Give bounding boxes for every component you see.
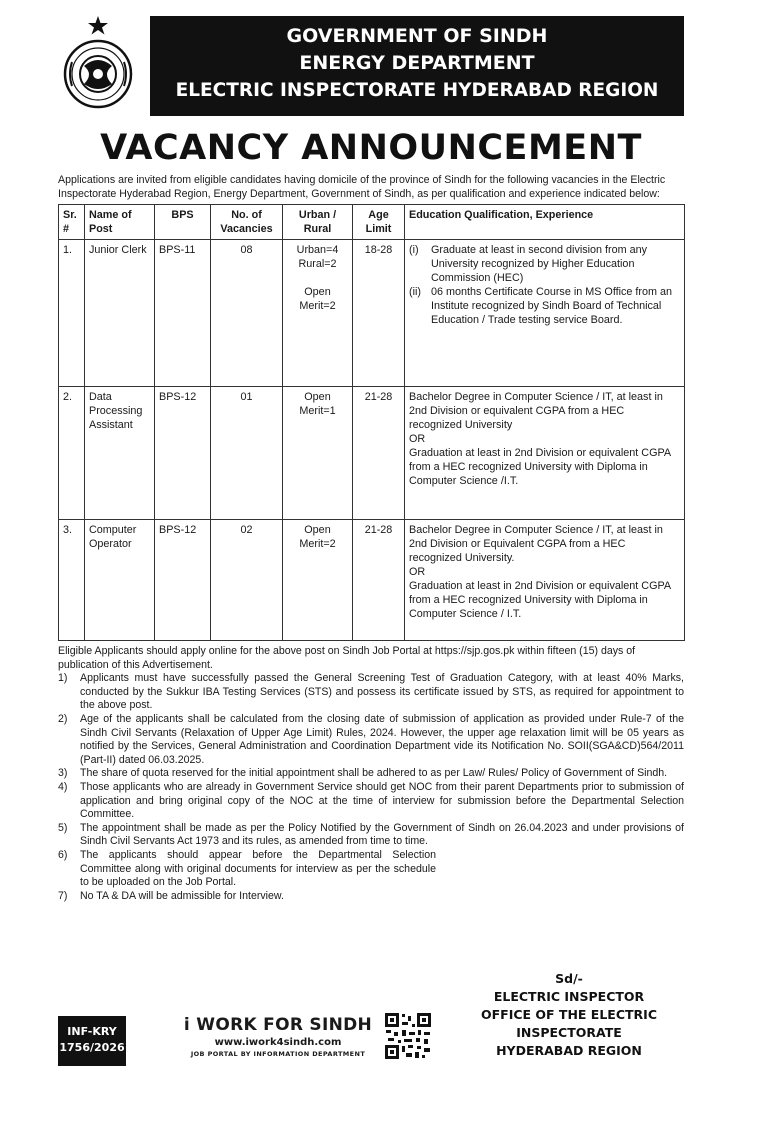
vacancy-table — [58, 204, 685, 641]
header-sr: Sr. # — [59, 205, 85, 240]
qualification-text: Bachelor Degree in Computer Science / IT, at least in 2nd Division or equivalent CGPA from a HEC recognized University — [409, 391, 663, 431]
signature-block — [454, 970, 684, 1060]
qualification-text: Graduation at least in 2nd Division or equivalent CGPA from a HEC recognized University with Diploma in Computer Science / I.T. — [409, 580, 671, 620]
cell-age: 18-28 — [353, 240, 405, 387]
cell-qualification — [405, 240, 685, 387]
iwork-brand: i WORK FOR SINDH — [183, 1015, 373, 1035]
instruction-number: 4) — [58, 780, 68, 793]
cell-sr: 1. — [59, 240, 85, 387]
instruction-text: The share of quota reserved for the initial appointment shall be adhered to as per Law/ Rules/ Policy of Government of Sindh. — [80, 767, 668, 780]
qualification-item — [409, 243, 680, 285]
cell-quota — [283, 240, 353, 387]
page-title: VACANCY ANNOUNCEMENT — [100, 128, 642, 168]
cell-post: Data Processing Assistant — [85, 387, 155, 520]
instruction-item — [58, 713, 684, 767]
instruction-text: Age of the applicants shall be calculated from the closing date of submission of application as provided under Rule-7 of the Sindh Civil Servants (Relaxation of Upper Age Limit) Rules, 2024. However, the upper age relaxation limit will be 05 years as notified by the Services, General Administration and Coordination Department vide its Notification No. SOII(SGA&CD)564/2011 (Part-II) dated 06.03.2025. — [80, 712, 684, 766]
inf-code-line: INF-KRY — [67, 1025, 117, 1038]
instruction-text: The appointment shall be made as per the Policy Notified by the Government of Sindh on 26.04.2023 and under provisions of Sindh Civil Servants Act 1973 and its rules, as amended from time to time. — [80, 821, 684, 848]
qualification-text: 06 months Certificate Course in MS Office from an Institute recognized by Sindh Board of Technical Education / Trade testing service Board. — [431, 286, 673, 326]
cell-vacancies: 08 — [211, 240, 283, 387]
instruction-number: 6) — [58, 848, 68, 861]
quota-line: Open — [304, 391, 331, 403]
cell-qualification — [405, 520, 685, 641]
header-title-block — [150, 16, 684, 116]
instruction-item — [58, 890, 436, 904]
quota-line: Merit=2 — [299, 538, 336, 550]
quota-line: Open — [304, 286, 331, 298]
qualification-item — [409, 285, 680, 327]
vacancy-advertisement — [58, 12, 684, 1058]
instruction-text: Those applicants who are already in Government Service should get NOC from their parent Departments prior to submission of application and bring original copy of the NOC at the time of interview for submission before the Departmental Selection Committee. — [80, 780, 684, 821]
iwork-url: www.iwork4sindh.com — [214, 1037, 342, 1048]
cell-sr: 2. — [59, 387, 85, 520]
qualification-or: OR — [409, 566, 426, 578]
instruction-text: The applicants should appear before the Departmental Selection Committee along with original documents for interview as per the schedule to be uploaded on the Job Portal. — [80, 848, 436, 889]
cell-age: 21-28 — [353, 520, 405, 641]
qualification-text: Bachelor Degree in Computer Science / IT, at least in 2nd Division or Equivalent CGPA from a HEC recognized University. — [409, 524, 663, 564]
iwork-logo — [158, 1014, 398, 1059]
instruction-item — [58, 767, 684, 781]
instruction-number: 1) — [58, 672, 68, 685]
instructions — [58, 645, 684, 903]
signature-line: OFFICE OF THE ELECTRIC — [480, 1007, 657, 1022]
quota-line: Open — [304, 524, 331, 536]
instruction-number: 5) — [58, 821, 68, 834]
cell-quota — [283, 520, 353, 641]
table-row — [59, 387, 685, 520]
inf-code-line: 1756/2026 — [59, 1041, 125, 1054]
instruction-item — [58, 672, 684, 713]
signature-sd: Sd/- — [555, 971, 583, 986]
iwork-portal-caption: JOB PORTAL BY INFORMATION DEPARTMENT — [190, 1050, 366, 1058]
header-age: Age Limit — [353, 205, 405, 240]
cell-age: 21-28 — [353, 387, 405, 520]
qualification-number: (ii) — [409, 286, 421, 298]
header-qualification: Education Qualification, Experience — [405, 205, 685, 240]
table-row — [59, 240, 685, 387]
cell-post: Junior Clerk — [85, 240, 155, 387]
quota-line: Urban=4 — [296, 244, 339, 256]
cell-vacancies: 01 — [211, 387, 283, 520]
instructions-lead: Eligible Applicants should apply online for the above post on Sindh Job Portal at https://sjp.gos.pk within fifteen (15) days of publication of this Advertisement. — [58, 645, 636, 671]
table-row — [59, 520, 685, 641]
header-post: Name of Post — [85, 205, 155, 240]
instruction-item — [58, 849, 436, 890]
qualification-or: OR — [409, 433, 426, 445]
table-header-row — [59, 205, 685, 240]
government-seal-icon — [62, 14, 134, 114]
header-line-government: GOVERNMENT OF SINDH — [286, 25, 548, 47]
header-bps: BPS — [155, 205, 211, 240]
cell-qualification — [405, 387, 685, 520]
instruction-text: Applicants must have successfully passed the General Screening Test of Graduation Category, with at least 40% Marks, conducted by the Sukkur IBA Testing Services (STS) and possess its certificate issued by STS, as required for appointment to the above post. — [80, 672, 684, 712]
quota-line: Merit=2 — [299, 300, 336, 312]
qualification-text: Graduation at least in 2nd Division or equivalent CGPA from a HEC recognized University with Diploma in Computer Science /I.T. — [409, 447, 671, 487]
cell-quota — [283, 387, 353, 520]
header-quota: Urban / Rural — [283, 205, 353, 240]
instruction-item — [58, 822, 684, 849]
cell-sr: 3. — [59, 520, 85, 641]
instruction-item — [58, 781, 684, 822]
cell-bps: BPS-12 — [155, 387, 211, 520]
qualification-number: (i) — [409, 244, 419, 256]
qr-code-icon — [384, 1012, 432, 1060]
cell-bps: BPS-12 — [155, 520, 211, 641]
cell-bps: BPS-11 — [155, 240, 211, 387]
header-vacancies: No. of Vacancies — [211, 205, 283, 240]
qualification-text: Graduate at least in second division from any University recognized by Higher Education Commission (HEC) — [431, 244, 648, 284]
quota-line: Merit=1 — [299, 405, 336, 417]
inf-code-box — [58, 1016, 126, 1066]
signature-line: ELECTRIC INSPECTOR — [493, 989, 645, 1004]
signature-line: INSPECTORATE — [516, 1025, 622, 1040]
signature-line: HYDERABAD REGION — [496, 1043, 642, 1058]
instruction-number: 3) — [58, 767, 68, 780]
header — [58, 12, 684, 118]
instruction-number: 2) — [58, 712, 68, 725]
cell-vacancies: 02 — [211, 520, 283, 641]
instruction-text: No TA & DA will be admissible for Interview. — [80, 889, 284, 902]
header-line-department: ENERGY DEPARTMENT — [299, 52, 535, 74]
intro-paragraph: Applications are invited from eligible candidates having domicile of the province of Sindh for the following vacancies in the Electric Inspectorate Hyderabad Region, Energy Department, Government of Sindh, as per qualification and experience indicated below: — [58, 174, 666, 200]
instruction-number: 7) — [58, 889, 68, 902]
quota-line: Rural=2 — [298, 258, 337, 270]
cell-post: Computer Operator — [85, 520, 155, 641]
header-line-inspectorate: ELECTRIC INSPECTORATE HYDERABAD REGION — [175, 80, 659, 101]
